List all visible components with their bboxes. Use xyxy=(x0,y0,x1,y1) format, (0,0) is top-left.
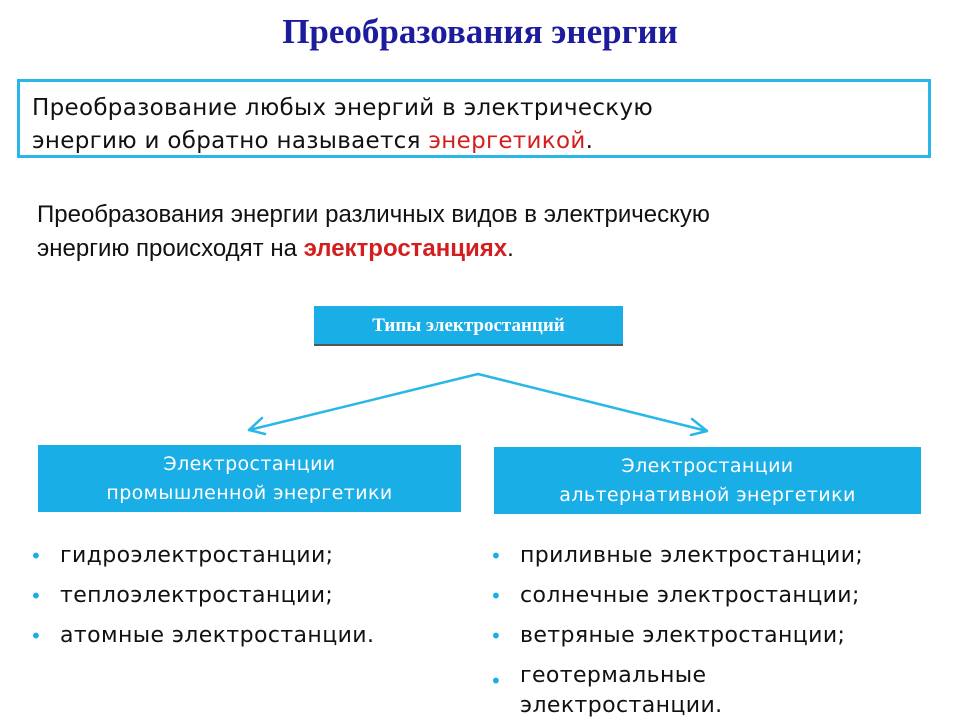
left-branch-arrow xyxy=(249,374,478,430)
info-accent-term: электростанциях xyxy=(303,235,508,262)
right-branch-arrow xyxy=(478,374,707,431)
definition-period: . xyxy=(585,128,594,154)
industrial-box-line-2: промышленной энергетики xyxy=(106,482,393,504)
types-of-power-stations-box: Типы электростанций xyxy=(314,306,623,346)
bullet-icon: • xyxy=(490,584,503,608)
industrial-stations-list xyxy=(30,536,374,656)
bullet-icon: • xyxy=(490,624,503,648)
list-item xyxy=(490,576,863,616)
definition-text: энергию и обратно называется xyxy=(32,128,429,154)
list-item-text: теплоэлектростанции; xyxy=(60,583,334,608)
list-item xyxy=(490,656,863,721)
list-item-text: атомные электростанции. xyxy=(60,623,375,648)
info-line-1: Преобразования энергии различных видов в электрическую xyxy=(37,201,710,228)
alternative-box-line-1: Электростанции xyxy=(621,455,794,477)
bullet-icon: • xyxy=(30,624,43,648)
bullet-icon: • xyxy=(30,544,43,568)
list-item xyxy=(30,616,374,656)
definition-accent-term: энергетикой xyxy=(428,128,586,154)
list-item-text: ветряные электростанции; xyxy=(520,623,846,648)
info-text: энергию происходят на xyxy=(37,235,304,262)
alternative-stations-list xyxy=(490,536,863,721)
list-item-text-line-2: электростанции. xyxy=(520,693,723,718)
bullet-icon: • xyxy=(490,669,503,693)
industrial-box-line-1: Электростанции xyxy=(163,453,336,475)
info-period: . xyxy=(507,235,514,262)
list-item xyxy=(30,536,374,576)
definition-line-1: Преобразование любых энергий в электрическую xyxy=(32,95,654,121)
list-item xyxy=(30,576,374,616)
industrial-energy-box xyxy=(38,445,461,512)
bullet-icon: • xyxy=(30,584,43,608)
list-item-text: гидроэлектростанции; xyxy=(60,543,334,568)
bullet-icon: • xyxy=(490,544,503,568)
list-item xyxy=(490,616,863,656)
list-item-text-line-1: геотермальные xyxy=(520,663,707,688)
alternative-energy-box xyxy=(494,447,921,514)
list-item-text: солнечные электростанции; xyxy=(520,583,860,608)
list-item-text: приливные электростанции; xyxy=(520,543,864,568)
list-item xyxy=(490,536,863,576)
alternative-box-line-2: альтернативной энергетики xyxy=(559,484,856,506)
page-title: Преобразования энергии xyxy=(282,12,678,51)
